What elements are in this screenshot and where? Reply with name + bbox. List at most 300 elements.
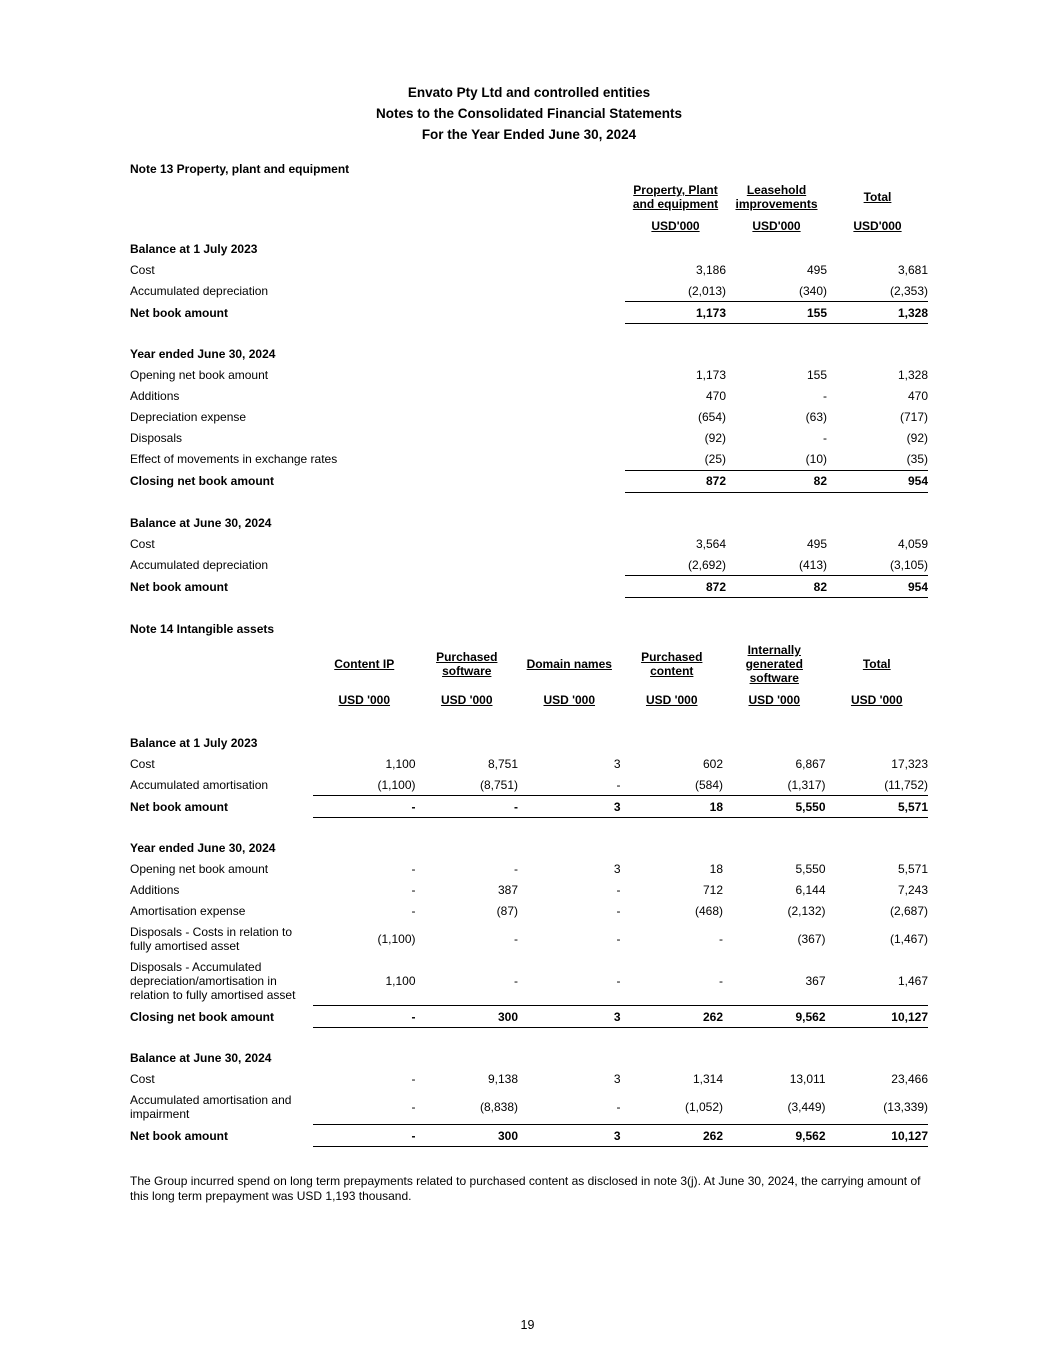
column-header-text: Domain names	[526, 657, 612, 671]
row-label	[130, 259, 625, 280]
cell-value	[726, 449, 827, 471]
cell-value	[826, 859, 929, 880]
cell-value	[726, 428, 827, 449]
unit-spacer-cell	[130, 688, 313, 712]
cell-value-text: 13,011	[789, 1072, 826, 1086]
cell-value-text: 6,144	[795, 883, 826, 897]
cell-value	[826, 838, 929, 859]
table-row-normal	[130, 1069, 928, 1090]
cell-value	[416, 796, 519, 818]
row-label	[130, 880, 313, 901]
header-spacer-cell	[130, 641, 313, 688]
document-header	[130, 82, 928, 145]
unit-label	[621, 688, 724, 712]
cell-value	[726, 554, 827, 576]
cell-value	[313, 796, 416, 818]
cell-value	[313, 753, 416, 774]
cell-value	[416, 732, 519, 753]
row-label	[130, 554, 625, 576]
row-label	[130, 1069, 313, 1090]
cell-value-text: (3,449)	[787, 1099, 826, 1114]
cell-value-text: 8,751	[487, 756, 518, 771]
cell-value	[723, 922, 826, 957]
cell-value-text: -	[616, 973, 621, 988]
table-row-spacer	[130, 324, 928, 344]
row-label	[130, 386, 625, 407]
cell-value	[625, 470, 726, 492]
cell-value	[826, 1048, 929, 1069]
row-label-text: Closing net book amount	[130, 1009, 274, 1024]
row-label-text: Opening net book amount	[130, 862, 269, 876]
table-row-normal	[130, 280, 928, 302]
cell-value	[416, 901, 519, 922]
cell-value	[826, 957, 929, 1006]
table-row-total	[130, 1006, 928, 1028]
table-row-section	[130, 512, 928, 533]
row-label	[130, 1090, 313, 1125]
cell-value-text: 1,173	[695, 305, 726, 320]
cell-value	[827, 344, 928, 365]
cell-value	[827, 449, 928, 471]
cell-value	[726, 407, 827, 428]
cell-value	[723, 1069, 826, 1090]
table-row-normal	[130, 957, 928, 1006]
row-label	[130, 470, 625, 492]
column-header	[827, 181, 928, 214]
cell-value-text: -	[411, 904, 416, 918]
cell-value-text: 3	[613, 1128, 621, 1143]
cell-value-text: 1,467	[897, 973, 928, 988]
cell-value	[518, 901, 621, 922]
table-row-normal	[130, 774, 928, 796]
cell-value	[723, 1048, 826, 1069]
cell-value-text: 17,323	[891, 756, 928, 771]
row-label	[130, 1125, 313, 1147]
cell-value-text: 495	[806, 262, 827, 277]
cell-value	[621, 901, 724, 922]
cell-value-text: (10)	[805, 452, 827, 466]
cell-value-text: (8,838)	[479, 1099, 518, 1114]
column-header-text: Internally generated software	[745, 643, 803, 685]
cell-value	[621, 880, 724, 901]
cell-value-text: 1,328	[897, 305, 928, 320]
column-header-row	[130, 641, 928, 688]
row-label-text: Cost	[130, 262, 155, 277]
row-label	[130, 533, 625, 554]
cell-value	[826, 1090, 929, 1125]
cell-value	[621, 1125, 724, 1147]
cell-value-text: 18	[709, 799, 723, 814]
cell-value	[726, 280, 827, 302]
unit-label-text: USD '000	[440, 693, 493, 707]
cell-value	[518, 796, 621, 818]
cell-value-text: (1,100)	[377, 777, 416, 792]
cell-value	[518, 753, 621, 774]
spacer-cell	[130, 818, 928, 838]
cell-value-text: -	[411, 1072, 416, 1086]
column-header-text: Purchased content	[641, 650, 703, 678]
cell-value	[625, 407, 726, 428]
cell-value	[826, 922, 929, 957]
cell-value-text: 4,059	[897, 536, 928, 551]
cell-value	[827, 554, 928, 576]
table-row-spacer	[130, 492, 928, 512]
table-row-normal	[130, 449, 928, 471]
column-header	[313, 641, 416, 688]
table-row-normal	[130, 259, 928, 280]
cell-value	[621, 1006, 724, 1028]
cell-value	[827, 407, 928, 428]
cell-value	[723, 1006, 826, 1028]
row-label-text: Balance at 1 July 2023	[130, 735, 258, 750]
cell-value	[625, 428, 726, 449]
column-header	[723, 641, 826, 688]
unit-header-row	[130, 688, 928, 712]
row-label-text: Disposals - Costs in relation to fully amortised asset	[130, 925, 293, 953]
row-label	[130, 901, 313, 922]
cell-value-text: (1,467)	[889, 932, 928, 946]
cell-value	[726, 512, 827, 533]
cell-value-text: 954	[907, 474, 928, 488]
cell-value-text: (1,052)	[684, 1099, 723, 1114]
cell-value-text: 1,328	[897, 368, 928, 382]
cell-value	[621, 838, 724, 859]
cell-value	[621, 1069, 724, 1090]
unit-label	[827, 214, 928, 238]
unit-label-text: USD '000	[748, 693, 801, 707]
column-header	[416, 641, 519, 688]
cell-value	[827, 238, 928, 259]
row-label	[130, 576, 625, 598]
column-header	[621, 641, 724, 688]
cell-value	[313, 922, 416, 957]
cell-value	[621, 1048, 724, 1069]
cell-value-text: 262	[702, 1009, 723, 1024]
cell-value-text: -	[411, 799, 416, 814]
row-label-text: Net book amount	[130, 1128, 228, 1143]
cell-value	[826, 901, 929, 922]
cell-value	[416, 774, 519, 796]
table-row-normal	[130, 554, 928, 576]
cell-value	[518, 1090, 621, 1125]
cell-value-text: 23,466	[891, 1072, 928, 1086]
cell-value-text: 300	[497, 1128, 518, 1143]
cell-value	[518, 922, 621, 957]
unit-label	[313, 688, 416, 712]
cell-value	[726, 470, 827, 492]
cell-value-text: (584)	[694, 777, 723, 792]
column-header-text: Property, Plant and equipment	[632, 183, 719, 211]
cell-value	[518, 774, 621, 796]
row-label-text: Accumulated depreciation	[130, 557, 269, 572]
reporting-period: For the Year Ended June 30, 2024	[421, 127, 637, 142]
cell-value	[416, 753, 519, 774]
cell-value-text: (35)	[906, 452, 928, 466]
cell-value	[313, 1006, 416, 1028]
table-row-normal	[130, 922, 928, 957]
cell-value	[826, 880, 929, 901]
table-row-spacer	[130, 1028, 928, 1048]
table-row-spacer	[130, 818, 928, 838]
cell-value	[518, 1048, 621, 1069]
cell-value	[826, 1125, 929, 1147]
cell-value-text: -	[411, 1099, 416, 1114]
cell-value	[313, 1048, 416, 1069]
row-label-text: Additions	[130, 883, 180, 897]
cell-value	[625, 576, 726, 598]
cell-value-text: (367)	[797, 932, 826, 946]
cell-value	[726, 259, 827, 280]
row-label-text: Disposals	[130, 431, 183, 445]
table-row-normal	[130, 365, 928, 386]
cell-value	[518, 1125, 621, 1147]
cell-value	[723, 901, 826, 922]
table-row-spacer	[130, 712, 928, 732]
cell-value	[518, 880, 621, 901]
cell-value-text: 3,186	[695, 262, 726, 277]
row-label-text: Additions	[130, 389, 180, 403]
cell-value	[625, 344, 726, 365]
cell-value-text: -	[616, 904, 621, 918]
cell-value	[726, 365, 827, 386]
cell-value	[723, 957, 826, 1006]
cell-value-text: 5,571	[897, 862, 928, 876]
cell-value-text: 5,550	[795, 799, 826, 814]
cell-value-text: 602	[702, 756, 723, 771]
table-row-normal	[130, 533, 928, 554]
table-row-normal	[130, 386, 928, 407]
cell-value	[827, 533, 928, 554]
cell-value-text: 155	[806, 305, 827, 320]
row-label-text: Disposals - Accumulated depreciation/amortisation in relation to fully amortised asset	[130, 960, 296, 1002]
document-subtitle: Notes to the Consolidated Financial Statements	[375, 106, 683, 121]
table-row-normal	[130, 407, 928, 428]
row-label-text: Opening net book amount	[130, 368, 269, 382]
row-label	[130, 449, 625, 471]
cell-value	[625, 302, 726, 324]
cell-value	[625, 533, 726, 554]
cell-value-text: 262	[702, 1128, 723, 1143]
cell-value	[416, 922, 519, 957]
cell-value	[416, 1069, 519, 1090]
note13-table	[130, 181, 928, 598]
cell-value-text: 18	[709, 862, 723, 876]
cell-value	[313, 957, 416, 1006]
unit-spacer-cell	[130, 214, 625, 238]
cell-value-text: 1,100	[385, 973, 416, 988]
row-label-text: Closing net book amount	[130, 474, 274, 488]
cell-value	[625, 386, 726, 407]
cell-value	[621, 922, 724, 957]
cell-value	[625, 365, 726, 386]
cell-value-text: -	[616, 1099, 621, 1114]
cell-value-text: (8,751)	[479, 777, 518, 792]
cell-value-text: 872	[705, 474, 726, 488]
row-label-text: Effect of movements in exchange rates	[130, 452, 338, 467]
column-header-text: Total	[863, 190, 892, 204]
cell-value-text: (1,100)	[377, 932, 416, 946]
cell-value-text: (2,692)	[687, 557, 726, 572]
row-label	[130, 344, 625, 365]
table-row-normal	[130, 428, 928, 449]
row-label-text: Amortisation expense	[130, 904, 246, 918]
column-header-text: Content IP	[334, 657, 395, 671]
cell-value-text: 954	[907, 579, 928, 594]
cell-value-text: 9,562	[795, 1128, 826, 1143]
cell-value	[726, 576, 827, 598]
unit-label	[518, 688, 621, 712]
cell-value-text: 5,571	[897, 799, 928, 814]
cell-value-text: 82	[813, 474, 827, 488]
cell-value-text: 3	[613, 862, 621, 876]
unit-label-text: USD '000	[543, 693, 596, 707]
table-row-total	[130, 796, 928, 818]
cell-value-text: 3	[613, 1009, 621, 1024]
table-row-section	[130, 238, 928, 259]
cell-value	[826, 796, 929, 818]
unit-label	[826, 688, 929, 712]
unit-label	[723, 688, 826, 712]
row-label	[130, 1006, 313, 1028]
cell-value-text: 5,550	[795, 862, 826, 876]
cell-value-text: (468)	[694, 904, 723, 918]
cell-value	[313, 880, 416, 901]
cell-value	[625, 259, 726, 280]
cell-value	[518, 1006, 621, 1028]
note13-heading: Note 13 Property, plant and equipment	[130, 162, 350, 176]
spacer-cell	[130, 492, 928, 512]
cell-value-text: (2,013)	[687, 283, 726, 298]
cell-value-text: (340)	[798, 283, 827, 298]
cell-value	[621, 957, 724, 1006]
cell-value	[827, 512, 928, 533]
row-label-text: Accumulated amortisation	[130, 777, 269, 792]
cell-value-text: 470	[705, 389, 726, 403]
table-row-total	[130, 576, 928, 598]
row-label	[130, 774, 313, 796]
unit-label-text: USD '000	[645, 693, 698, 707]
cell-value-text: -	[823, 431, 827, 445]
row-label-text: Year ended June 30, 2024	[130, 841, 276, 855]
cell-value-text: 3	[613, 799, 621, 814]
spacer-cell	[130, 712, 928, 732]
cell-value-text: -	[823, 389, 827, 403]
column-header-text: Purchased software	[436, 650, 498, 678]
cell-value	[621, 774, 724, 796]
footnote-text: The Group incurred spend on long term prepayments related to purchased content as disclosed in note 3(j). At June 30, 2024, the carrying amount of this long term prepayment was USD 1,193 thousand.	[130, 1174, 921, 1203]
cell-value-text: 6,867	[795, 756, 826, 771]
row-label-text: Balance at June 30, 2024	[130, 515, 272, 530]
column-header	[518, 641, 621, 688]
company-title: Envato Pty Ltd and controlled entities	[407, 85, 651, 100]
note14-table	[130, 641, 928, 1147]
row-label	[130, 796, 313, 818]
table-row-normal	[130, 1090, 928, 1125]
cell-value	[313, 1069, 416, 1090]
cell-value	[827, 386, 928, 407]
cell-value-text: -	[514, 932, 518, 946]
cell-value-text: -	[616, 883, 621, 897]
column-header	[826, 641, 929, 688]
row-label	[130, 302, 625, 324]
unit-label	[726, 214, 827, 238]
cell-value-text: (92)	[704, 431, 726, 445]
cell-value-text: (2,353)	[889, 283, 928, 298]
row-label	[130, 280, 625, 302]
cell-value	[416, 880, 519, 901]
cell-value	[416, 859, 519, 880]
table-row-total	[130, 302, 928, 324]
cell-value	[723, 838, 826, 859]
cell-value	[416, 957, 519, 1006]
cell-value	[826, 774, 929, 796]
table-row-section	[130, 1048, 928, 1069]
cell-value-text: -	[514, 973, 518, 988]
cell-value-text: 387	[497, 883, 518, 897]
cell-value	[723, 796, 826, 818]
cell-value-text: 1,173	[695, 368, 726, 382]
row-label-text: Cost	[130, 756, 155, 771]
cell-value	[313, 838, 416, 859]
cell-value-text: 3	[613, 756, 621, 771]
page-number: 19	[520, 1318, 535, 1332]
cell-value-text: (413)	[798, 557, 827, 572]
cell-value-text: (87)	[496, 904, 518, 918]
row-label-text: Cost	[130, 1072, 155, 1086]
row-label	[130, 859, 313, 880]
cell-value	[827, 428, 928, 449]
cell-value	[723, 859, 826, 880]
cell-value	[313, 1125, 416, 1147]
cell-value-text: -	[616, 777, 621, 792]
column-header-text: Total	[862, 657, 891, 671]
cell-value	[826, 732, 929, 753]
unit-label	[416, 688, 519, 712]
cell-value	[827, 365, 928, 386]
cell-value	[313, 774, 416, 796]
cell-value-text: (63)	[805, 410, 827, 424]
cell-value	[518, 1069, 621, 1090]
note14-heading: Note 14 Intangible assets	[130, 622, 275, 636]
cell-value	[518, 957, 621, 1006]
table-row-section	[130, 732, 928, 753]
cell-value-text: 9,562	[795, 1009, 826, 1024]
table-row-normal	[130, 901, 928, 922]
cell-value-text: -	[514, 862, 518, 876]
row-label-text: Accumulated depreciation	[130, 283, 269, 298]
cell-value	[827, 259, 928, 280]
cell-value	[621, 732, 724, 753]
cell-value-text: 10,127	[891, 1128, 928, 1143]
column-header-text: Leasehold improvements	[735, 183, 818, 211]
cell-value	[416, 1090, 519, 1125]
row-label-text: Year ended June 30, 2024	[130, 347, 276, 361]
cell-value-text: 1,314	[692, 1072, 723, 1086]
table-row-normal	[130, 859, 928, 880]
cell-value	[827, 470, 928, 492]
row-label	[130, 732, 313, 753]
cell-value-text: 3	[613, 1072, 621, 1086]
header-spacer-cell	[130, 181, 625, 214]
table-row-section	[130, 344, 928, 365]
cell-value-text: (1,317)	[787, 777, 826, 792]
row-label	[130, 753, 313, 774]
row-label-text: Accumulated amortisation and impairment	[130, 1093, 292, 1121]
column-header	[726, 181, 827, 214]
cell-value	[826, 1006, 929, 1028]
cell-value-text: (2,132)	[787, 904, 826, 918]
cell-value	[416, 1006, 519, 1028]
